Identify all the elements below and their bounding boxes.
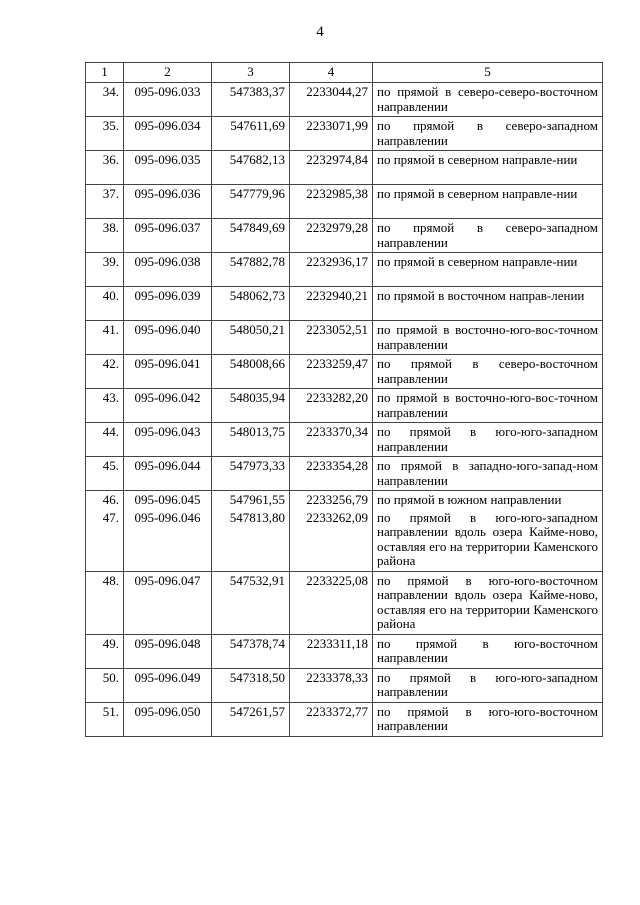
- y-coordinate: 2233225,08: [290, 571, 373, 634]
- table-row: [86, 457, 603, 491]
- row-number: 37.: [86, 185, 124, 219]
- y-coordinate: 2233044,27: [290, 83, 373, 117]
- y-coordinate: 2233262,09: [290, 509, 373, 572]
- table-header-row: [86, 63, 603, 83]
- direction-description: по прямой в юго-юго-восточном направлении: [373, 702, 603, 736]
- y-coordinate: 2233354,28: [290, 457, 373, 491]
- column-header: 3: [212, 63, 290, 83]
- direction-description: по прямой в восточно-юго-вос-точном направлении: [373, 321, 603, 355]
- direction-description: по прямой в юго-восточном направлении: [373, 634, 603, 668]
- table-row: [86, 355, 603, 389]
- y-coordinate: 2232979,28: [290, 219, 373, 253]
- direction-description: по прямой в юго-юго-западном направлении: [373, 423, 603, 457]
- row-number: 44.: [86, 423, 124, 457]
- point-code: 095-096.040: [124, 321, 212, 355]
- x-coordinate: 547961,55: [212, 491, 290, 509]
- direction-description: по прямой в северном направле-нии: [373, 151, 603, 185]
- direction-description: по прямой в северо-северо-восточном направлении: [373, 83, 603, 117]
- x-coordinate: 547383,37: [212, 83, 290, 117]
- table-row: [86, 509, 603, 572]
- row-number: 34.: [86, 83, 124, 117]
- row-number: 46.: [86, 491, 124, 509]
- point-code: 095-096.041: [124, 355, 212, 389]
- direction-description: по прямой в северном направле-нии: [373, 253, 603, 287]
- x-coordinate: 547261,57: [212, 702, 290, 736]
- point-code: 095-096.039: [124, 287, 212, 321]
- row-number: 41.: [86, 321, 124, 355]
- x-coordinate: 547882,78: [212, 253, 290, 287]
- direction-description: по прямой в северо-западном направлении: [373, 117, 603, 151]
- y-coordinate: 2233311,18: [290, 634, 373, 668]
- x-coordinate: 547378,74: [212, 634, 290, 668]
- direction-description: по прямой в северном направле-нии: [373, 185, 603, 219]
- column-header: 4: [290, 63, 373, 83]
- row-number: 35.: [86, 117, 124, 151]
- point-code: 095-096.046: [124, 509, 212, 572]
- point-code: 095-096.034: [124, 117, 212, 151]
- row-number: 45.: [86, 457, 124, 491]
- table-row: [86, 287, 603, 321]
- point-code: 095-096.036: [124, 185, 212, 219]
- row-number: 51.: [86, 702, 124, 736]
- row-number: 38.: [86, 219, 124, 253]
- x-coordinate: 547532,91: [212, 571, 290, 634]
- table-row: [86, 491, 603, 509]
- table-row: [86, 219, 603, 253]
- row-number: 39.: [86, 253, 124, 287]
- table-row: [86, 634, 603, 668]
- y-coordinate: 2232936,17: [290, 253, 373, 287]
- table-row: [86, 185, 603, 219]
- point-code: 095-096.035: [124, 151, 212, 185]
- x-coordinate: 548008,66: [212, 355, 290, 389]
- column-header: 2: [124, 63, 212, 83]
- table-row: [86, 668, 603, 702]
- row-number: 47.: [86, 509, 124, 572]
- table-row: [86, 571, 603, 634]
- direction-description: по прямой в северо-восточном направлении: [373, 355, 603, 389]
- x-coordinate: 548013,75: [212, 423, 290, 457]
- point-code: 095-096.049: [124, 668, 212, 702]
- row-number: 40.: [86, 287, 124, 321]
- row-number: 48.: [86, 571, 124, 634]
- direction-description: по прямой в юго-юго-западном направлении: [373, 668, 603, 702]
- y-coordinate: 2233259,47: [290, 355, 373, 389]
- x-coordinate: 547318,50: [212, 668, 290, 702]
- table-row: [86, 83, 603, 117]
- x-coordinate: 547611,69: [212, 117, 290, 151]
- point-code: 095-096.045: [124, 491, 212, 509]
- y-coordinate: 2233256,79: [290, 491, 373, 509]
- direction-description: по прямой в юго-юго-восточном направлении вдоль озера Кайме-ново, оставляя его на территории Каменского района: [373, 571, 603, 634]
- x-coordinate: 547682,13: [212, 151, 290, 185]
- x-coordinate: 547849,69: [212, 219, 290, 253]
- coordinates-table: [85, 62, 603, 737]
- table-row: [86, 389, 603, 423]
- point-code: 095-096.033: [124, 83, 212, 117]
- x-coordinate: 547813,80: [212, 509, 290, 572]
- y-coordinate: 2233071,99: [290, 117, 373, 151]
- table-row: [86, 423, 603, 457]
- point-code: 095-096.038: [124, 253, 212, 287]
- point-code: 095-096.048: [124, 634, 212, 668]
- direction-description: по прямой в восточном направ-лении: [373, 287, 603, 321]
- y-coordinate: 2232985,38: [290, 185, 373, 219]
- row-number: 43.: [86, 389, 124, 423]
- table-row: [86, 702, 603, 736]
- direction-description: по прямой в западно-юго-запад-ном направлении: [373, 457, 603, 491]
- direction-description: по прямой в восточно-юго-вос-точном направлении: [373, 389, 603, 423]
- page-number: 4: [316, 24, 324, 40]
- point-code: 095-096.037: [124, 219, 212, 253]
- y-coordinate: 2233372,77: [290, 702, 373, 736]
- y-coordinate: 2233282,20: [290, 389, 373, 423]
- y-coordinate: 2232940,21: [290, 287, 373, 321]
- x-coordinate: 547779,96: [212, 185, 290, 219]
- x-coordinate: 548050,21: [212, 321, 290, 355]
- table-row: [86, 117, 603, 151]
- point-code: 095-096.050: [124, 702, 212, 736]
- table-body: [86, 83, 603, 737]
- point-code: 095-096.044: [124, 457, 212, 491]
- direction-description: по прямой в южном направлении: [373, 491, 603, 509]
- point-code: 095-096.047: [124, 571, 212, 634]
- direction-description: по прямой в юго-юго-западном направлении вдоль озера Кайме-ново, оставляя его на территории Каменского района: [373, 509, 603, 572]
- y-coordinate: 2232974,84: [290, 151, 373, 185]
- column-header: 5: [373, 63, 603, 83]
- y-coordinate: 2233378,33: [290, 668, 373, 702]
- point-code: 095-096.042: [124, 389, 212, 423]
- x-coordinate: 547973,33: [212, 457, 290, 491]
- row-number: 36.: [86, 151, 124, 185]
- row-number: 42.: [86, 355, 124, 389]
- y-coordinate: 2233370,34: [290, 423, 373, 457]
- table-row: [86, 151, 603, 185]
- direction-description: по прямой в северо-западном направлении: [373, 219, 603, 253]
- x-coordinate: 548035,94: [212, 389, 290, 423]
- x-coordinate: 548062,73: [212, 287, 290, 321]
- y-coordinate: 2233052,51: [290, 321, 373, 355]
- point-code: 095-096.043: [124, 423, 212, 457]
- row-number: 49.: [86, 634, 124, 668]
- table-row: [86, 321, 603, 355]
- table-row: [86, 253, 603, 287]
- column-header: 1: [86, 63, 124, 83]
- row-number: 50.: [86, 668, 124, 702]
